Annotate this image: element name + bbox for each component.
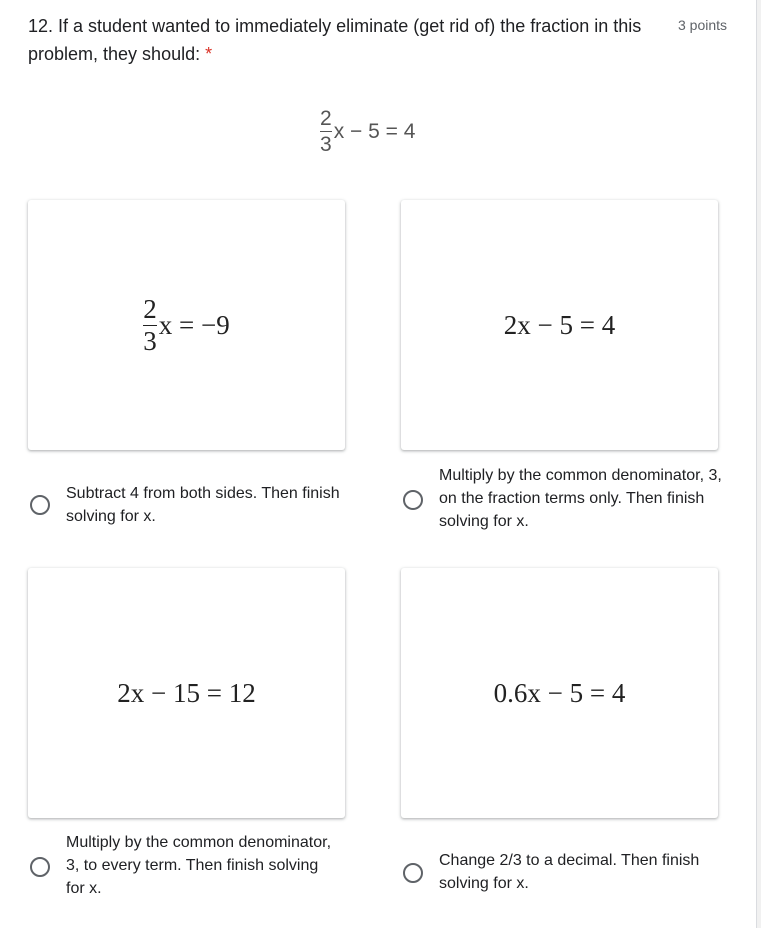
option-label-1[interactable]: Subtract 4 from both sides. Then finish solving for x. xyxy=(66,485,340,525)
option-image-4 xyxy=(401,568,718,818)
equation-rest: x = −9 xyxy=(158,309,230,340)
option-radio-1[interactable] xyxy=(30,495,50,515)
option-image-3 xyxy=(28,568,345,818)
option-label-3[interactable]: Multiply by the common denominator, 3, to every term. Then finish solving for x. xyxy=(66,834,332,897)
option-image-1 xyxy=(28,200,345,450)
fraction-bar xyxy=(320,131,332,132)
required-asterisk: * xyxy=(205,44,213,64)
option-image-2 xyxy=(401,200,718,450)
option-equation-3: 2x − 15 = 12 xyxy=(117,677,256,708)
points-label: 3 points xyxy=(678,17,728,33)
option-equation-1 xyxy=(143,293,230,356)
option-radio-2[interactable] xyxy=(403,490,423,510)
denominator: 3 xyxy=(320,133,332,156)
equation-rest: x − 5 = 4 xyxy=(333,119,416,143)
option-radio-3[interactable] xyxy=(30,857,50,877)
option-equation-4: 0.6x − 5 = 4 xyxy=(493,677,626,708)
question-text: 12. If a student wanted to immediately eliminate (get rid of) the fraction in this problem, they should: xyxy=(28,16,642,64)
fraction xyxy=(320,108,332,155)
denominator: 3 xyxy=(143,325,157,356)
option-radio-4[interactable] xyxy=(403,863,423,883)
fraction xyxy=(143,293,157,356)
question-equation xyxy=(320,108,415,155)
option-label-4[interactable]: Change 2/3 to a decimal. Then finish solving for x. xyxy=(439,852,700,892)
scrollbar[interactable] xyxy=(756,0,761,928)
option-equation-2: 2x − 5 = 4 xyxy=(503,309,616,340)
numerator: 2 xyxy=(320,107,332,130)
option-label-2[interactable]: Multiply by the common denominator, 3, on the fraction terms only. Then finish solving for x. xyxy=(439,467,722,530)
question-title xyxy=(28,12,668,68)
numerator: 2 xyxy=(143,293,157,324)
